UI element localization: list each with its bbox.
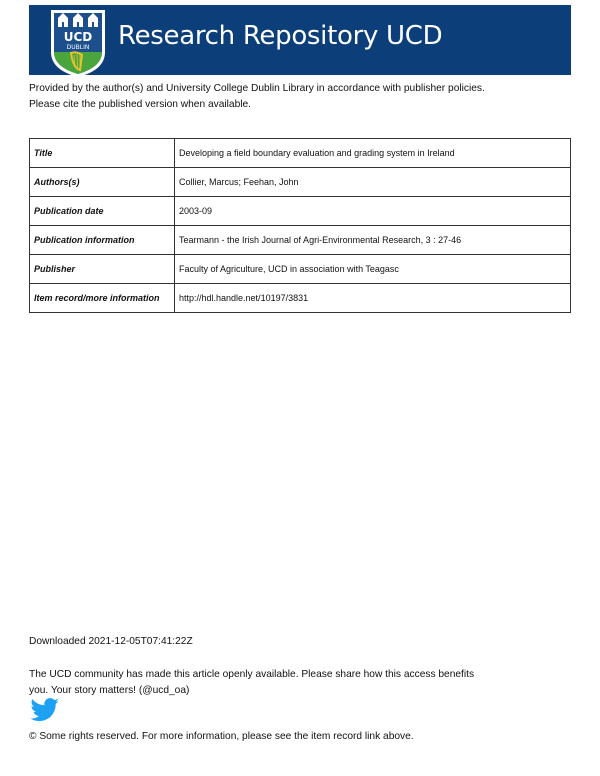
publication-info-value: Tearmann - the Irish Journal of Agri-Environmental Research, 3 : 27-46 — [175, 226, 571, 255]
item-record-label: Item record/more information — [30, 284, 175, 313]
table-row — [30, 197, 571, 226]
community-message: The UCD community has made this article openly available. Please share how this access benefits you. Your story matters! (@ucd_oa) — [29, 669, 475, 696]
table-row — [30, 168, 571, 197]
record-metadata-table — [29, 138, 571, 313]
authors-value: Collier, Marcus; Feehan, John — [175, 168, 571, 197]
item-record-link[interactable]: http://hdl.handle.net/10197/3831 — [175, 284, 571, 313]
publisher-label: Publisher — [30, 255, 175, 284]
title-label: Title — [30, 139, 175, 168]
table-row — [30, 226, 571, 255]
ucd-crest-logo — [49, 8, 107, 78]
publication-info-label: Publication information — [30, 226, 175, 255]
table-row — [30, 284, 571, 313]
crest-ucd-text: UCD — [63, 30, 93, 44]
title-value: Developing a field boundary evaluation and grading system in Ireland — [175, 139, 571, 168]
provided-notice: Provided by the author(s) and University College Dublin Library in accordance with publisher policies. Please cite the published version when available. — [29, 83, 485, 110]
authors-label: Authors(s) — [30, 168, 175, 197]
crest-dublin-text: DUBLIN — [66, 44, 90, 51]
downloaded-timestamp: Downloaded 2021-12-05T07:41:22Z — [29, 636, 193, 647]
banner-title: Research Repository UCD — [118, 21, 443, 51]
twitter-bird-icon[interactable] — [30, 698, 60, 722]
publication-date-value: 2003-09 — [175, 197, 571, 226]
repository-banner — [29, 5, 571, 75]
rights-notice: © Some rights reserved. For more information, please see the item record link above. — [29, 731, 414, 742]
publication-date-label: Publication date — [30, 197, 175, 226]
table-row — [30, 139, 571, 168]
table-row — [30, 255, 571, 284]
publisher-value: Faculty of Agriculture, UCD in association with Teagasc — [175, 255, 571, 284]
